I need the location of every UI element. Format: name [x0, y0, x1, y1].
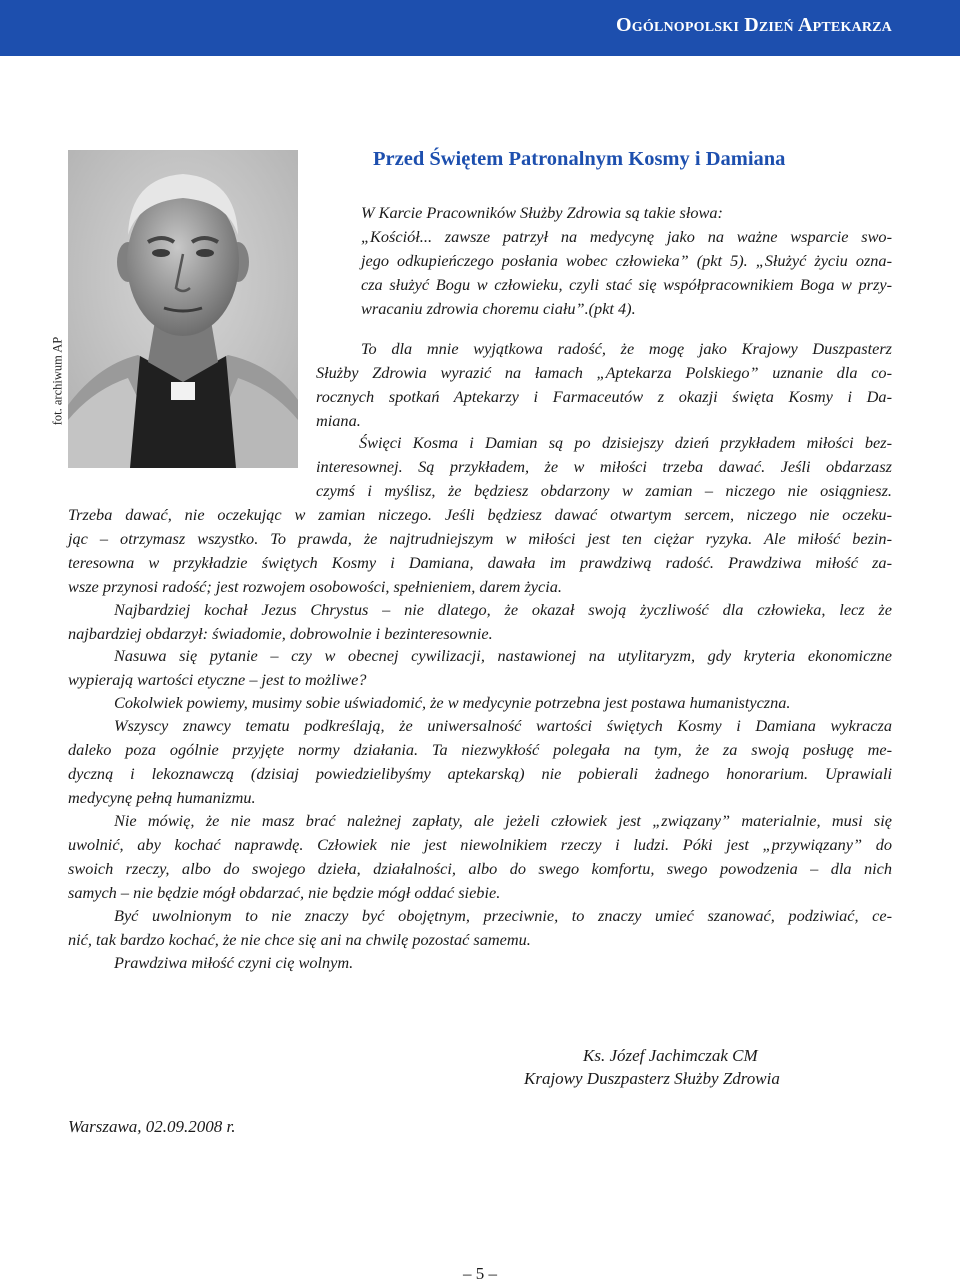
text-line: Być uwolnionym to nie znaczy być obojętnym, przeciwnie, to znaczy umieć szanować, podziwiać, ce-	[114, 906, 892, 925]
text-line: wsze przynosi radość; jest rozwojem osobowości, spełnieniem, darem życia.	[68, 577, 562, 596]
text-line: miana.	[316, 411, 361, 430]
page-number: – 5 –	[463, 1264, 497, 1283]
text-line: najbardziej obdarzył: świadomie, dobrowolnie i bezinteresownie.	[68, 624, 493, 643]
article-title: Przed Świętem Patronalnym Kosmy i Damiana	[373, 148, 786, 170]
portrait-photo	[68, 150, 298, 468]
text-line: W Karcie Pracowników Służby Zdrowia są takie słowa:	[361, 203, 723, 222]
text-line: cza służyć Bogu w człowieku, czyli stać się współpracownikiem Boga w przy-	[361, 275, 892, 294]
text-line: To dla mnie wyjątkowa radość, że mogę jako Krajowy Duszpasterz	[361, 339, 892, 358]
text-line: wypierają wartości etyczne – jest to możliwe?	[68, 670, 367, 689]
text-line: interesownej. Są przykładem, że w miłości trzeba dawać. Jeśli obdarzasz	[316, 457, 892, 476]
text-line: Wszyscy znawcy tematu podkreślają, że uniwersalność wartości świętych Kosmy i Damiana wykracza	[114, 716, 892, 735]
header-title: Ogólnopolski Dzień Aptekarza	[616, 14, 892, 36]
text-line: samych – nie będzie mógł obdarzać, nie będzie mógł oddać siebie.	[68, 883, 501, 902]
text-line: nić, tak bardzo kochać, że nie chce się ani na chwilę pozostać samemu.	[68, 930, 531, 949]
text-line: czymś i myślisz, że będziesz obdarzony w zamian – niczego nie osiągniesz.	[316, 481, 892, 500]
text-line: Cokolwiek powiemy, musimy sobie uświadomić, że w medycynie potrzebna jest postawa humanistyczna.	[114, 693, 791, 712]
text-line: wracaniu zdrowia choremu ciału”.(pkt 4).	[361, 299, 636, 318]
text-line: Nasuwa się pytanie – czy w obecnej cywilizacji, nastawionej na utylitaryzm, gdy kryteria ekonomiczne	[114, 646, 892, 665]
signature-role: Krajowy Duszpasterz Służby Zdrowia	[524, 1069, 780, 1088]
text-line: Służby Zdrowia wyrazić na łamach „Aptekarza Polskiego” uznanie dla co-	[316, 363, 892, 382]
text-line: Trzeba dawać, nie oczekując w zamian niczego. Jeśli będziesz dawać otwartym sercem, niczego nie oczeku-	[68, 505, 892, 524]
text-line: Prawdziwa miłość czyni cię wolnym.	[114, 953, 354, 972]
text-line: swoich rzeczy, albo do swojego dzieła, działalności, albo do swego komfortu, swego powodzenia – dla nich	[68, 859, 892, 878]
text-line: rocznych spotkań Aptekarzy i Farmaceutów z okazji święta Kosmy i Da-	[316, 387, 892, 406]
text-line: jego odkupieńczego posłania wobec człowieka” (pkt 5). „Służyć życiu ozna-	[361, 251, 892, 270]
text-line: teresowna w przykładzie świętych Kosmy i Damiana, dawała im prawdziwą radość. Prawdziwa miłość za-	[68, 553, 892, 572]
text-line: dyczną i lekoznawczą (dzisiaj powiedzielibyśmy aptekarską) nie pobierali żadnego honorarium. Uprawiali	[68, 764, 892, 783]
text-line: Nie mówię, że nie masz brać należnej zapłaty, ale jeżeli człowiek jest „związany” materialnie, musi się	[114, 811, 892, 830]
header-bar	[0, 0, 960, 56]
photo-credit: fot. archiwum AP	[50, 336, 65, 426]
text-line: jąc – otrzymasz wszystko. To prawda, że najtrudniejszym w miłości jest ten ciężar ryzyka. Ale miłość bezin-	[68, 529, 892, 548]
date-line: Warszawa, 02.09.2008 r.	[68, 1117, 236, 1136]
text-line: uwolnić, aby kochać naprawdę. Człowiek nie jest niewolnikiem rzeczy i ludzi. Póki jest „przywiązany” do	[68, 835, 892, 854]
text-line: „Kościół... zawsze patrzył na medycynę jako na ważne wsparcie swo-	[361, 227, 892, 246]
text-line: medycynę pełną humanizmu.	[68, 788, 256, 807]
text-line: daleko poza ogólnie przyjęte normy działania. Ta niezwykłość polegała na tym, że za swoją posługę me-	[68, 740, 892, 759]
signature-name: Ks. Józef Jachimczak CM	[583, 1046, 758, 1065]
text-line: Święci Kosma i Damian są po dzisiejszy dzień przykładem miłości bez-	[359, 433, 892, 452]
text-line: Najbardziej kochał Jezus Chrystus – nie dlatego, że okazał swoją życzliwość dla człowieka, lecz że	[114, 600, 892, 619]
